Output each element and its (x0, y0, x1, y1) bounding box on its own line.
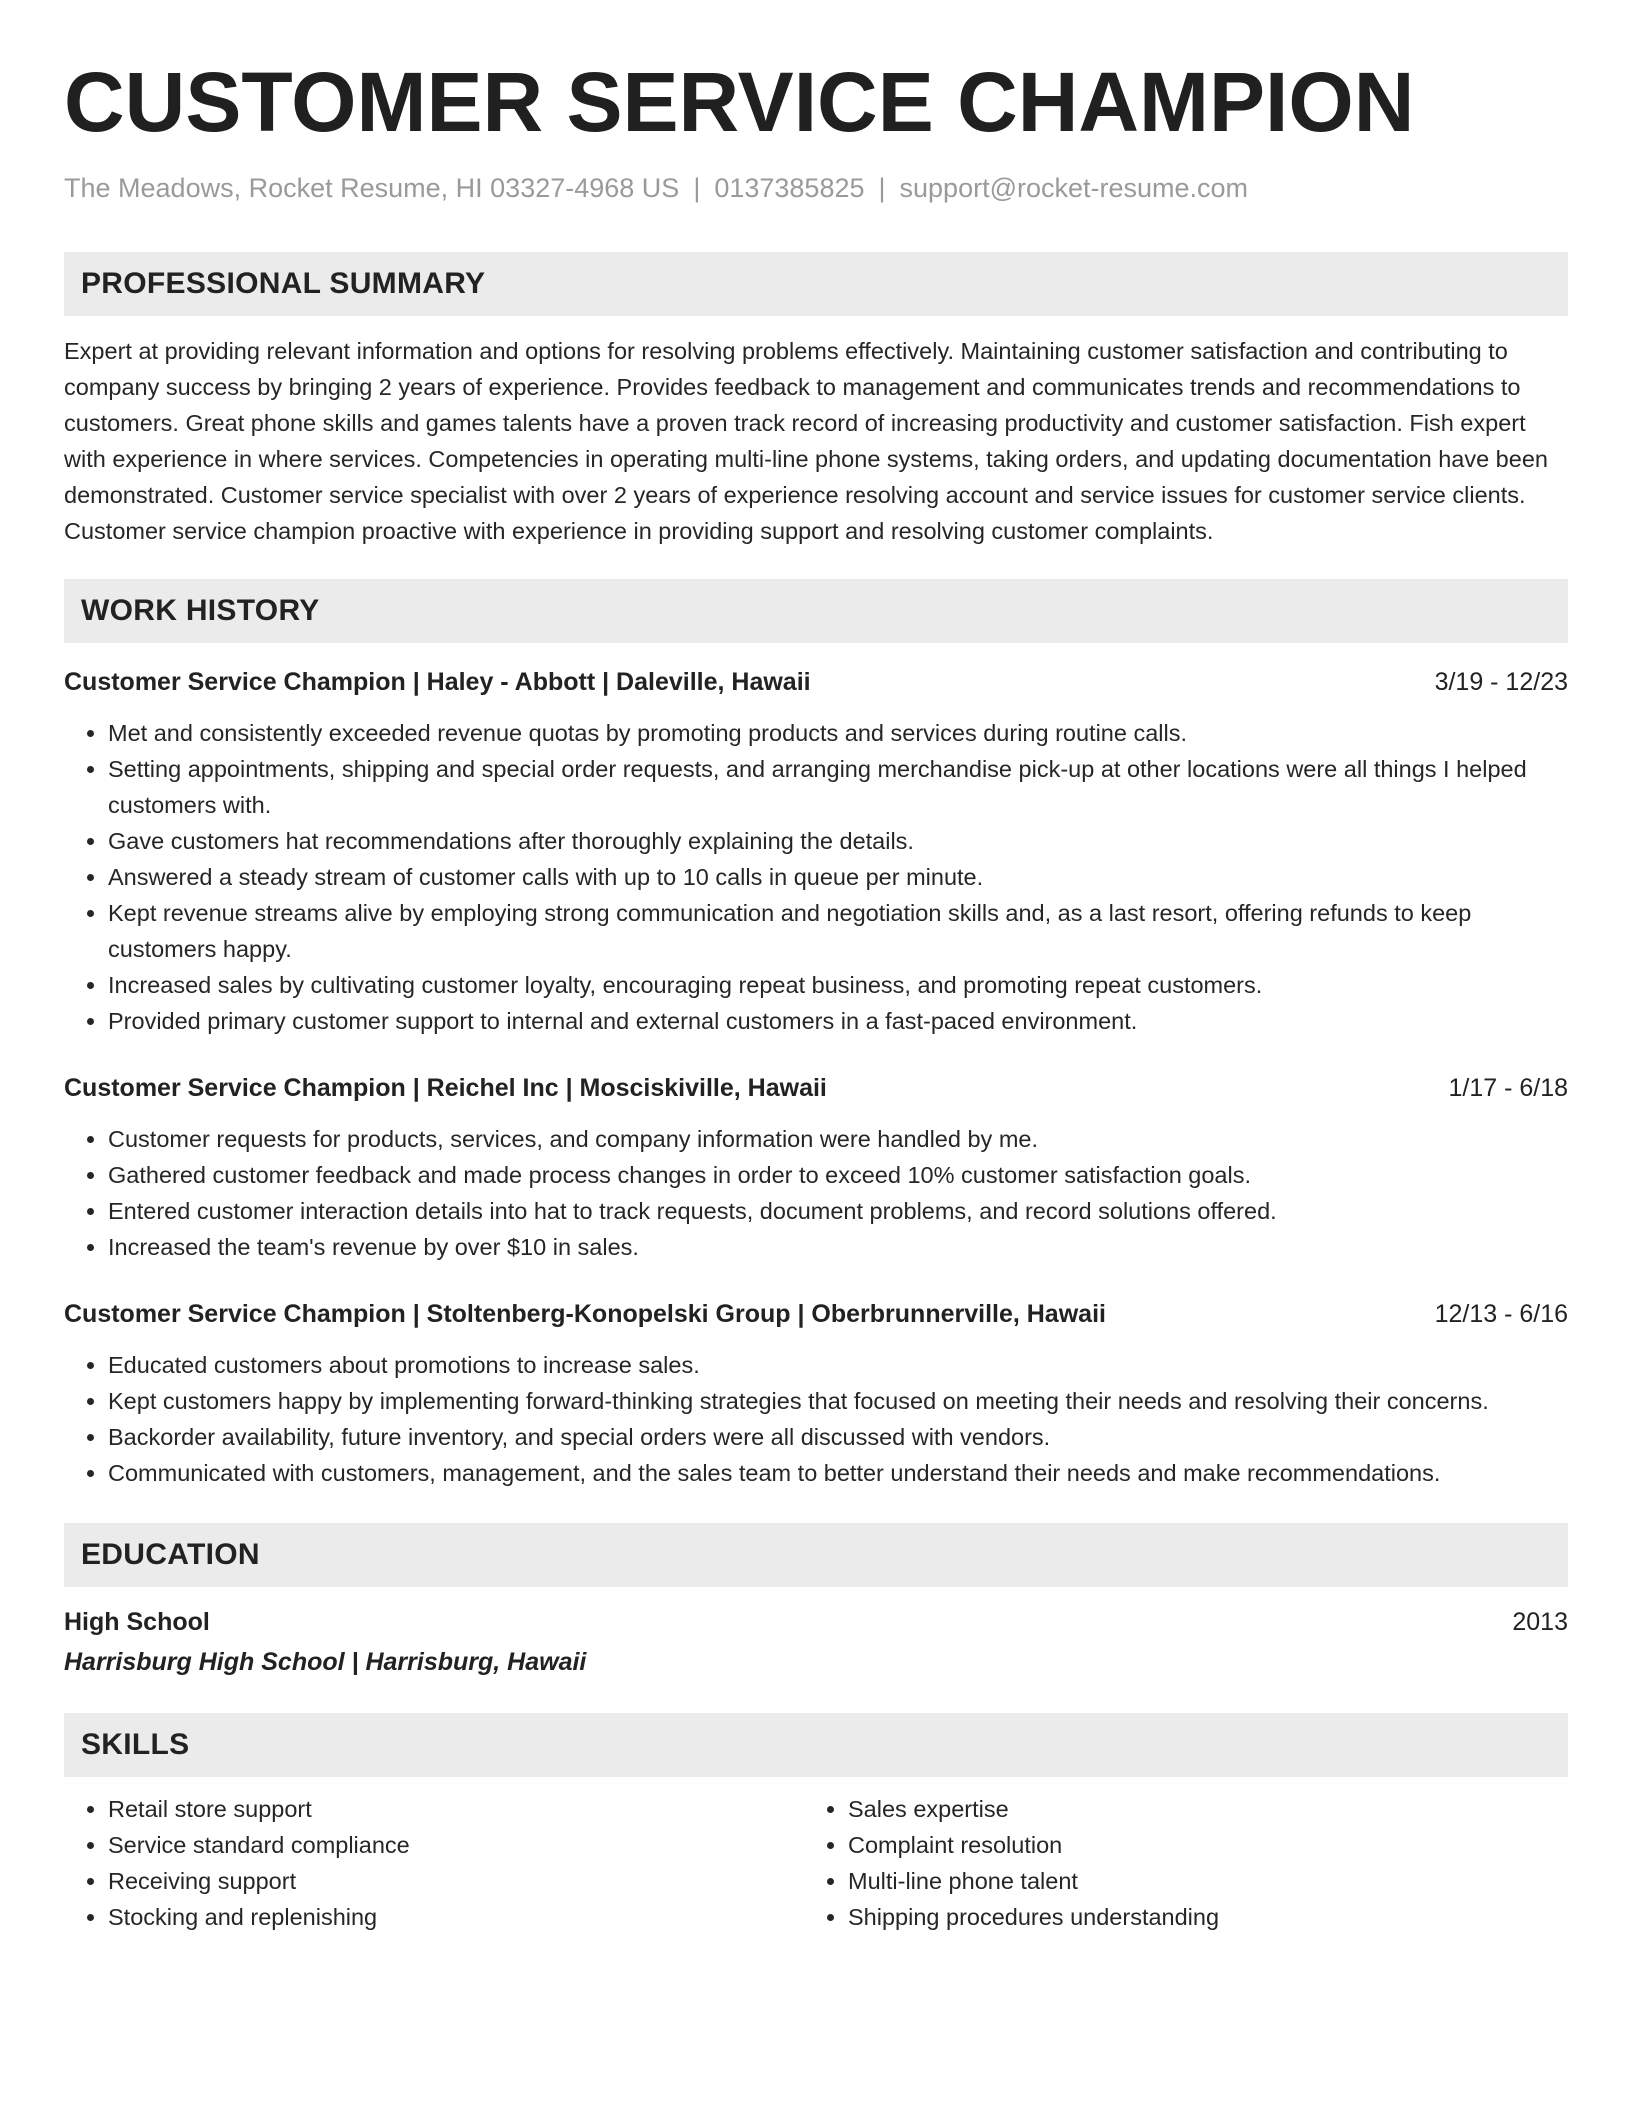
job-bullet: • Kept revenue streams alive by employing strong communication and negotiation skills and, as a last resort, offering refunds to keep customers happy. (108, 895, 1568, 967)
resume-name: CUSTOMER SERVICE CHAMPION (64, 55, 1415, 149)
contact-separator: | (878, 173, 886, 203)
job-bullet: • Gave customers hat recommendations after thoroughly explaining the details. (108, 823, 1568, 859)
contact-email: support@rocket-resume.com (899, 173, 1249, 203)
education-year: 2013 (1512, 1608, 1568, 1636)
job-bullet: • Increased sales by cultivating customer loyalty, encouraging repeat business, and promoting repeat customers. (108, 967, 1568, 1003)
skill-item: • Receiving support (108, 1863, 804, 1899)
job-bullet: • Kept customers happy by implementing forward-thinking strategies that focused on meeting their needs and resolving their concerns. (108, 1383, 1568, 1419)
job-bullets (64, 715, 1568, 1039)
job-bullet: • Increased the team's revenue by over $10 in sales. (108, 1229, 1568, 1265)
job-bullet: • Educated customers about promotions to increase sales. (108, 1347, 1568, 1383)
section-heading-work-history: WORK HISTORY (64, 579, 1568, 643)
job-header (64, 1071, 1568, 1105)
contact-separator: | (693, 173, 701, 203)
contact-line (64, 170, 1568, 206)
skill-item: • Retail store support (108, 1791, 804, 1827)
job-bullet: • Met and consistently exceeded revenue quotas by promoting products and services during routine calls. (108, 715, 1568, 751)
skill-item: • Multi-line phone talent (848, 1863, 1544, 1899)
job-bullet: • Entered customer interaction details into hat to track requests, document problems, and record solutions offered. (108, 1193, 1568, 1229)
job-bullets (64, 1121, 1568, 1265)
job-entry (64, 665, 1568, 1039)
contact-phone: 0137385825 (714, 173, 865, 203)
job-bullet: • Answered a steady stream of customer calls with up to 10 calls in queue per minute. (108, 859, 1568, 895)
skill-item: • Sales expertise (848, 1791, 1544, 1827)
skills-list-right (804, 1791, 1544, 1935)
skills-list-left (64, 1791, 804, 1935)
skill-item: • Complaint resolution (848, 1827, 1544, 1863)
education-school: Harrisburg High School | Harrisburg, Hawaii (64, 1648, 587, 1676)
job-title: Customer Service Champion | Stoltenberg-Konopelski Group | Oberbrunnerville, Hawaii (64, 1300, 1106, 1328)
education-entry (64, 1605, 1568, 1639)
job-bullet: • Communicated with customers, management, and the sales team to better understand their needs and make recommendations. (108, 1455, 1568, 1491)
job-bullet: • Customer requests for products, services, and company information were handled by me. (108, 1121, 1568, 1157)
job-dates: 1/17 - 6/18 (1448, 1074, 1568, 1102)
skill-item: • Stocking and replenishing (108, 1899, 804, 1935)
job-header (64, 665, 1568, 699)
job-bullets (64, 1347, 1568, 1491)
skill-item: • Service standard compliance (108, 1827, 804, 1863)
education-degree: High School (64, 1608, 210, 1636)
job-entry (64, 1071, 1568, 1265)
contact-address: The Meadows, Rocket Resume, HI 03327-4968 US (64, 173, 680, 203)
job-bullet: • Setting appointments, shipping and special order requests, and arranging merchandise pick-up at other locations were all things I helped customers with. (108, 751, 1568, 823)
job-dates: 12/13 - 6/16 (1434, 1300, 1568, 1328)
job-header (64, 1297, 1568, 1331)
section-heading-summary: PROFESSIONAL SUMMARY (64, 252, 1568, 316)
skill-item: • Shipping procedures understanding (848, 1899, 1544, 1935)
summary-text: Expert at providing relevant information and options for resolving problems effectively. Maintaining customer satisfaction and contributing to company success by bringing 2 years of experience. Provides feedback to management and communicates trends and recommendations to customers. Great phone skills and games talents have a proven track record of increasing productivity and customer satisfaction. Fish expert with experience in where services. Competencies in operating multi-line phone systems, taking orders, and updating documentation have been demonstrated. Customer service specialist with over 2 years of experience resolving account and service issues for customer service clients. Customer service champion proactive with experience in providing support and resolving customer complaints. (64, 338, 1548, 544)
section-heading-education: EDUCATION (64, 1523, 1568, 1587)
job-entry (64, 1297, 1568, 1491)
job-dates: 3/19 - 12/23 (1434, 668, 1568, 696)
job-bullet: • Backorder availability, future inventory, and special orders were all discussed with vendors. (108, 1419, 1568, 1455)
job-title: Customer Service Champion | Haley - Abbott | Daleville, Hawaii (64, 668, 811, 696)
skills-columns (64, 1791, 1568, 1935)
section-heading-skills: SKILLS (64, 1713, 1568, 1777)
job-bullet: • Gathered customer feedback and made process changes in order to exceed 10% customer satisfaction goals. (108, 1157, 1568, 1193)
job-bullet: • Provided primary customer support to internal and external customers in a fast-paced environment. (108, 1003, 1568, 1039)
job-title: Customer Service Champion | Reichel Inc | Mosciskiville, Hawaii (64, 1074, 827, 1102)
